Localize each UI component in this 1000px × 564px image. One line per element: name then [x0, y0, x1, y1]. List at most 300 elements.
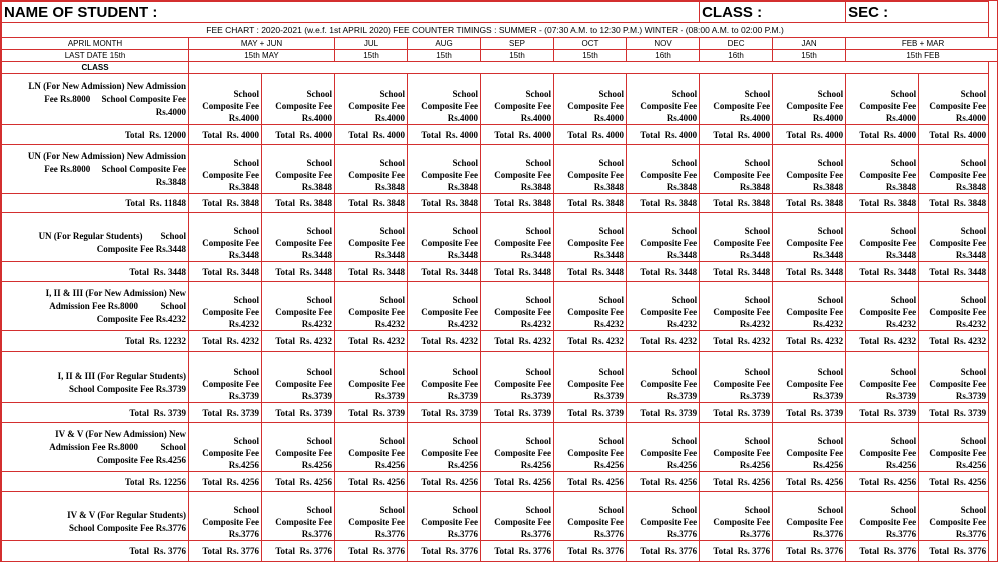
fee-amount: Rs.3848	[812, 182, 844, 192]
month-total-cell: Total Rs. 3448	[554, 262, 627, 282]
fee-amount: Rs.4232	[520, 319, 551, 329]
month-total-cell: Total Rs. 3776	[700, 541, 773, 562]
fee-cell-label: Composite Fee	[275, 517, 332, 527]
fee-amount: Rs.3739	[593, 391, 624, 401]
fee-cell-label: Composite Fee	[202, 238, 259, 248]
fee-cell	[554, 145, 627, 194]
fee-amount: Rs.3776	[447, 529, 478, 539]
fee-row	[2, 74, 999, 125]
fee-cell-label: Composite Fee	[421, 379, 478, 389]
fee-cell-label: School	[671, 295, 698, 305]
fee-cell-label: School	[379, 89, 405, 99]
fee-amount: Rs.3448	[228, 250, 259, 260]
fee-cell	[335, 282, 408, 331]
fee-cell-label: School	[379, 295, 405, 305]
fee-cell-label: Composite Fee	[567, 101, 624, 111]
fee-cell-label: Composite Fee	[275, 238, 332, 248]
fee-row	[2, 145, 999, 194]
grand-total-cell: Total Rs. 3448	[2, 262, 189, 282]
fee-amount: Rs.3776	[520, 529, 551, 539]
month-total-cell: Total Rs. 3848	[262, 194, 335, 213]
fee-cell	[408, 282, 481, 331]
fee-amount: Rs.4232	[593, 319, 624, 329]
fee-cell	[627, 213, 700, 262]
fee-cell-label: School	[744, 158, 771, 168]
month-total-cell: Total Rs. 4256	[846, 472, 919, 492]
fee-cell-label: Composite Fee	[859, 448, 917, 458]
fee-cell-label: School	[744, 367, 771, 377]
fee-cell-label: School	[233, 226, 259, 236]
fee-cell-label: School	[817, 89, 844, 99]
fee-cell-label: School	[525, 295, 551, 305]
fee-cell	[481, 423, 554, 472]
month-header: MAY + JUN	[189, 38, 335, 50]
fee-amount: Rs.3848	[666, 182, 698, 192]
fee-cell-label: School	[306, 158, 332, 168]
month-total-cell: Total Rs. 3776	[408, 541, 481, 562]
fee-amount: Rs.4232	[812, 319, 844, 329]
month-total-cell: Total Rs. 4256	[700, 472, 773, 492]
fee-amount: Rs.4232	[885, 319, 917, 329]
fee-row	[2, 352, 999, 403]
month-total-cell: Total Rs. 4232	[189, 331, 262, 352]
fee-cell-label: Composite Fee	[929, 448, 987, 458]
fee-cell	[773, 423, 846, 472]
month-total-cell: Total Rs. 3848	[627, 194, 700, 213]
fee-amount: Rs.4256	[374, 460, 405, 470]
fee-amount: Rs.4000	[447, 113, 478, 123]
fee-cell	[189, 352, 262, 403]
total-row	[2, 403, 999, 423]
fee-cell	[846, 74, 919, 125]
month-header: FEB + MAR	[846, 38, 998, 50]
fee-cell	[335, 213, 408, 262]
fee-cell-label: School	[960, 295, 987, 305]
fee-cell-label: School	[960, 89, 987, 99]
month-total-cell: Total Rs. 4000	[627, 125, 700, 145]
fee-cell	[700, 213, 773, 262]
fee-amount: Rs.4232	[447, 319, 478, 329]
total-row	[2, 331, 999, 352]
fee-cell	[481, 74, 554, 125]
month-total-cell: Total Rs. 4232	[335, 331, 408, 352]
fee-amount: Rs.4000	[666, 113, 698, 123]
fee-amount: Rs.3739	[520, 391, 551, 401]
fee-cell-label: Composite Fee	[494, 307, 551, 317]
month-total-cell: Total Rs. 4000	[773, 125, 846, 145]
fee-cell-label: Composite Fee	[567, 517, 624, 527]
month-total-cell: Total Rs. 3848	[189, 194, 262, 213]
fee-cell	[700, 492, 773, 541]
fee-cell-label: Composite Fee	[348, 238, 405, 248]
class-category-cell	[2, 145, 189, 194]
fee-cell-label: School	[525, 367, 551, 377]
month-total-cell: Total Rs. 4000	[408, 125, 481, 145]
fee-amount: Rs.3448	[666, 250, 698, 260]
fee-cell-label: Composite Fee	[713, 238, 771, 248]
month-total-cell: Total Rs. 4000	[481, 125, 554, 145]
fee-cell	[262, 145, 335, 194]
month-total-cell: Total Rs. 3448	[408, 262, 481, 282]
fee-amount: Rs.4232	[739, 319, 771, 329]
fee-cell-label: School	[306, 89, 332, 99]
class-category-line: Admission Fee Rs.8000 School	[49, 441, 186, 452]
month-total-cell: Total Rs. 3448	[627, 262, 700, 282]
fee-amount: Rs.4256	[301, 460, 332, 470]
fee-amount: Rs.3848	[228, 182, 259, 192]
fee-cell-label: School	[890, 295, 917, 305]
fee-amount: Rs.3776	[885, 529, 917, 539]
month-total-cell: Total Rs. 4256	[408, 472, 481, 492]
class-category-line: Admission Fee Rs.8000 School	[49, 300, 186, 311]
month-total-cell: Total Rs. 3848	[481, 194, 554, 213]
fee-amount: Rs.3739	[885, 391, 917, 401]
last-date-row	[2, 50, 999, 62]
fee-cell-label: School	[598, 505, 624, 515]
fee-cell-label: Composite Fee	[202, 170, 259, 180]
fee-cell	[846, 213, 919, 262]
fee-cell	[627, 282, 700, 331]
fee-cell-label: Composite Fee	[859, 101, 917, 111]
fee-cell	[846, 145, 919, 194]
month-total-cell: Total Rs. 3739	[335, 403, 408, 423]
fee-cell	[700, 423, 773, 472]
fee-cell	[335, 74, 408, 125]
fee-cell-label: Composite Fee	[859, 307, 917, 317]
fee-cell-label: Composite Fee	[929, 238, 987, 248]
month-total-cell: Total Rs. 3848	[408, 194, 481, 213]
fee-cell-label: Composite Fee	[567, 238, 624, 248]
fee-cell-label: Composite Fee	[421, 238, 478, 248]
month-total-cell: Total Rs. 3848	[773, 194, 846, 213]
month-total-cell: Total Rs. 3848	[846, 194, 919, 213]
fee-cell-label: School	[671, 367, 698, 377]
fee-cell-label: Composite Fee	[202, 379, 259, 389]
fee-cell	[408, 352, 481, 403]
fee-cell-label: School	[817, 367, 844, 377]
fee-amount: Rs.4000	[593, 113, 624, 123]
fee-cell-label: Composite Fee	[859, 170, 917, 180]
last-date: 15th FEB	[846, 50, 998, 62]
fee-cell-label: School	[671, 89, 698, 99]
month-total-cell: Total Rs. 3739	[700, 403, 773, 423]
month-total-cell: Total Rs. 4256	[627, 472, 700, 492]
fee-cell	[481, 282, 554, 331]
month-header: NOV	[627, 38, 700, 50]
month-total-cell: Total Rs. 3448	[262, 262, 335, 282]
fee-amount: Rs.3848	[520, 182, 551, 192]
class-category-line	[2, 358, 186, 370]
fee-amount: Rs.3448	[955, 250, 987, 260]
month-total-cell: Total Rs. 4256	[335, 472, 408, 492]
fee-cell-label: Composite Fee	[640, 307, 698, 317]
class-category-line: I, II & III (For Regular Students)	[57, 371, 186, 381]
fee-cell	[846, 492, 919, 541]
fee-cell	[627, 352, 700, 403]
fee-cell-label: School	[744, 226, 771, 236]
month-header: JUL	[335, 38, 408, 50]
fee-cell-label: School	[671, 226, 698, 236]
month-total-cell: Total Rs. 4000	[554, 125, 627, 145]
fee-amount: Rs.3739	[955, 391, 987, 401]
total-row	[2, 262, 999, 282]
fee-cell	[700, 74, 773, 125]
fee-amount: Rs.3448	[739, 250, 771, 260]
fee-amount: Rs.3739	[301, 391, 332, 401]
class-category-cell	[2, 74, 189, 125]
grand-total-cell: Total Rs. 11848	[2, 194, 189, 213]
fee-cell	[919, 492, 989, 541]
fee-cell-label: Composite Fee	[202, 517, 259, 527]
fee-amount: Rs.4232	[666, 319, 698, 329]
fee-cell-label: Composite Fee	[929, 170, 987, 180]
fee-amount: Rs.4256	[885, 460, 917, 470]
fee-amount: Rs.3848	[955, 182, 987, 192]
month-total-cell: Total Rs. 3448	[700, 262, 773, 282]
class-category-line: UN (For New Admission) New Admission	[27, 150, 186, 161]
class-category-line: LN (For New Admission) New Admission	[28, 80, 186, 91]
month-total-cell: Total Rs. 3848	[335, 194, 408, 213]
month-header: OCT	[554, 38, 627, 50]
fee-cell-label: Composite Fee	[713, 448, 771, 458]
fee-cell-label: School	[525, 158, 551, 168]
fee-cell-label: School	[598, 436, 624, 446]
fee-cell-label: Composite Fee	[859, 379, 917, 389]
class-label: CLASS :	[700, 2, 846, 23]
fee-info-row	[2, 23, 999, 38]
fee-amount: Rs.4232	[301, 319, 332, 329]
fee-cell	[700, 282, 773, 331]
fee-cell-label: Composite Fee	[929, 379, 987, 389]
fee-amount: Rs.3448	[301, 250, 332, 260]
fee-cell-label: School	[817, 158, 844, 168]
month-total-cell: Total Rs. 4000	[335, 125, 408, 145]
month-total-cell: Total Rs. 4256	[554, 472, 627, 492]
fee-cell	[335, 145, 408, 194]
fee-cell-label: School	[744, 89, 771, 99]
class-category-line: Composite Fee Rs.4232	[96, 313, 186, 324]
fee-cell-label: Composite Fee	[348, 101, 405, 111]
grand-total-cell: Total Rs. 3776	[2, 541, 189, 562]
month-total-cell: Total Rs. 3448	[335, 262, 408, 282]
last-date: 15th	[335, 50, 408, 62]
fee-cell-label: School	[890, 89, 917, 99]
fee-amount: Rs.3848	[301, 182, 332, 192]
fee-cell-label: Composite Fee	[640, 448, 698, 458]
class-header-row	[2, 62, 999, 74]
month-total-cell: Total Rs. 3448	[481, 262, 554, 282]
fee-cell-label: School	[744, 505, 771, 515]
fee-cell	[773, 282, 846, 331]
month-total-cell: Total Rs. 3739	[189, 403, 262, 423]
class-category-cell	[2, 213, 189, 262]
fee-cell-label: School	[452, 367, 478, 377]
fee-amount: Rs.3739	[374, 391, 405, 401]
last-date: 15th MAY	[189, 50, 335, 62]
fee-cell-label: Composite Fee	[202, 448, 259, 458]
fee-cell-label: Composite Fee	[859, 517, 917, 527]
fee-cell-label: School	[452, 158, 478, 168]
month-total-cell: Total Rs. 4232	[627, 331, 700, 352]
fee-cell-label: School	[890, 436, 917, 446]
fee-cell-label: Composite Fee	[640, 379, 698, 389]
fee-amount: Rs.3776	[739, 529, 771, 539]
fee-cell	[408, 74, 481, 125]
month-total-cell: Total Rs. 4232	[700, 331, 773, 352]
fee-amount: Rs.4000	[520, 113, 551, 123]
fee-cell-label: School	[306, 295, 332, 305]
fee-cell-label: School	[960, 436, 987, 446]
total-row	[2, 194, 999, 213]
fee-info-text: FEE CHART : 2020-2021 (w.e.f. 1st APRIL 2020) FEE COUNTER TIMINGS : SUMMER - (07:30 A.M. to 12:30 P.M.) WINTER - (08:00 A.M. to 02:00 P.M.)	[2, 23, 989, 38]
fee-cell-label: Composite Fee	[348, 379, 405, 389]
month-total-cell: Total Rs. 4256	[919, 472, 989, 492]
fee-cell	[481, 145, 554, 194]
fee-cell	[846, 282, 919, 331]
class-category-line: Rs.3848	[155, 176, 186, 187]
fee-cell-label: Composite Fee	[202, 307, 259, 317]
fee-cell	[262, 423, 335, 472]
class-column-label: CLASS	[2, 62, 189, 74]
fee-amount: Rs.4000	[228, 113, 259, 123]
fee-cell	[408, 213, 481, 262]
fee-cell-label: Composite Fee	[202, 101, 259, 111]
month-total-cell: Total Rs. 4256	[773, 472, 846, 492]
fee-cell-label: Composite Fee	[275, 307, 332, 317]
class-category-line: IV & V (For Regular Students)	[67, 510, 186, 520]
fee-chart-table	[1, 1, 998, 562]
fee-cell-label: Composite Fee	[713, 379, 771, 389]
fee-cell	[919, 423, 989, 472]
fee-cell-label: School	[306, 505, 332, 515]
fee-cell	[919, 145, 989, 194]
fee-cell-label: Composite Fee	[640, 101, 698, 111]
fee-cell-label: School	[379, 505, 405, 515]
class-category-line: UN (For Regular Students) School	[38, 231, 186, 241]
class-category-line	[2, 497, 186, 509]
month-total-cell: Total Rs. 3848	[919, 194, 989, 213]
month-total-cell: Total Rs. 3776	[335, 541, 408, 562]
fee-cell	[554, 213, 627, 262]
month-total-cell: Total Rs. 4232	[919, 331, 989, 352]
fee-amount: Rs.3739	[228, 391, 259, 401]
fee-cell-label: School	[525, 505, 551, 515]
fee-cell-label: School	[452, 505, 478, 515]
class-category-cell	[2, 282, 189, 331]
fee-amount: Rs.4000	[885, 113, 917, 123]
month-total-cell: Total Rs. 3776	[262, 541, 335, 562]
fee-cell-label: Composite Fee	[929, 307, 987, 317]
fee-cell	[700, 145, 773, 194]
fee-cell-label: Composite Fee	[640, 238, 698, 248]
fee-cell-label: Composite Fee	[859, 238, 917, 248]
fee-cell	[554, 74, 627, 125]
fee-cell-label: School	[525, 226, 551, 236]
fee-cell	[335, 352, 408, 403]
fee-row	[2, 492, 999, 541]
fee-cell-label: School	[379, 226, 405, 236]
fee-cell-label: School	[960, 505, 987, 515]
fee-amount: Rs.4256	[739, 460, 771, 470]
fee-cell	[919, 213, 989, 262]
month-total-cell: Total Rs. 4232	[408, 331, 481, 352]
fee-cell-label: Composite Fee	[494, 238, 551, 248]
fee-cell	[773, 213, 846, 262]
fee-cell-label: School	[817, 436, 844, 446]
fee-cell-label: School	[233, 436, 259, 446]
month-total-cell: Total Rs. 4232	[481, 331, 554, 352]
month-total-cell: Total Rs. 4000	[846, 125, 919, 145]
fee-cell-label: School	[598, 158, 624, 168]
fee-cell	[189, 213, 262, 262]
fee-amount: Rs.4256	[520, 460, 551, 470]
month-total-cell: Total Rs. 3776	[554, 541, 627, 562]
fee-cell-label: Composite Fee	[567, 448, 624, 458]
month-total-cell: Total Rs. 4000	[189, 125, 262, 145]
fee-cell-label: School	[671, 505, 698, 515]
class-category-line: IV & V (For New Admission) New	[55, 428, 186, 439]
fee-cell-label: Composite Fee	[348, 307, 405, 317]
fee-cell	[554, 352, 627, 403]
section-label: SEC :	[846, 2, 989, 23]
fee-cell	[554, 492, 627, 541]
fee-cell	[627, 145, 700, 194]
fee-cell-label: Composite Fee	[567, 307, 624, 317]
fee-cell-label: Composite Fee	[275, 170, 332, 180]
month-total-cell: Total Rs. 3448	[846, 262, 919, 282]
fee-cell	[773, 492, 846, 541]
fee-cell-label: Composite Fee	[786, 517, 844, 527]
fee-cell-label: School	[671, 436, 698, 446]
month-total-cell: Total Rs. 3739	[919, 403, 989, 423]
fee-cell	[554, 423, 627, 472]
fee-amount: Rs.3848	[885, 182, 917, 192]
month-header: SEP	[481, 38, 554, 50]
month-header: AUG	[408, 38, 481, 50]
fee-cell	[700, 352, 773, 403]
fee-cell-label: School	[598, 226, 624, 236]
fee-amount: Rs.3448	[885, 250, 917, 260]
class-category-line: School Composite Fee Rs.3776	[69, 523, 186, 533]
fee-amount: Rs.3448	[812, 250, 844, 260]
fee-cell	[919, 352, 989, 403]
class-category-line: Fee Rs.8000 School Composite Fee	[44, 93, 186, 104]
fee-cell	[627, 423, 700, 472]
fee-cell-label: Composite Fee	[421, 517, 478, 527]
fee-amount: Rs.4000	[301, 113, 332, 123]
last-date: 15th	[481, 50, 554, 62]
fee-cell-label: School	[379, 158, 405, 168]
fee-cell-label: School	[890, 158, 917, 168]
fee-cell-label: Composite Fee	[348, 448, 405, 458]
month-header-row	[2, 38, 999, 50]
month-total-cell: Total Rs. 3739	[262, 403, 335, 423]
fee-amount: Rs.4256	[447, 460, 478, 470]
month-total-cell: Total Rs. 3776	[189, 541, 262, 562]
fee-cell-label: School	[817, 505, 844, 515]
fee-amount: Rs.3448	[447, 250, 478, 260]
month-total-cell: Total Rs. 3739	[773, 403, 846, 423]
fee-cell-label: School	[890, 367, 917, 377]
fee-cell-label: School	[233, 295, 259, 305]
fee-cell-label: Composite Fee	[275, 448, 332, 458]
month-total-cell: Total Rs. 4256	[481, 472, 554, 492]
fee-cell-label: School	[379, 367, 405, 377]
fee-cell-label: Composite Fee	[786, 448, 844, 458]
fee-amount: Rs.3848	[374, 182, 405, 192]
fee-cell-label: Composite Fee	[494, 448, 551, 458]
fee-cell	[189, 423, 262, 472]
